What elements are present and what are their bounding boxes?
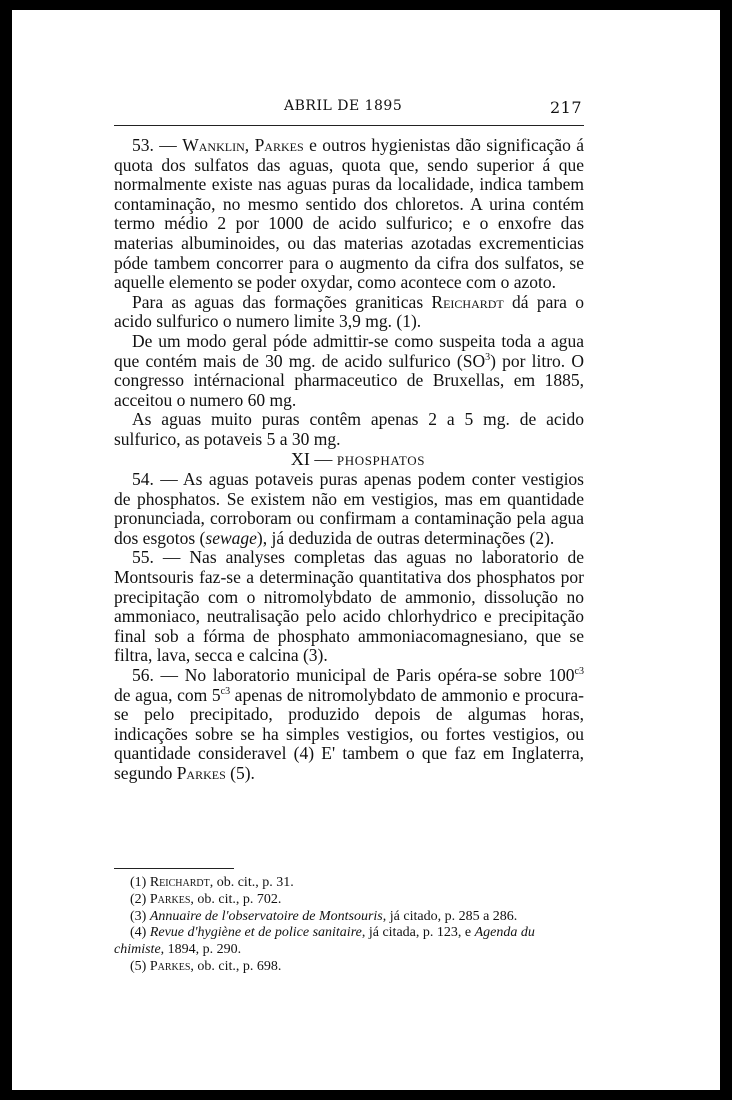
italic-title: Agenda du chimiste xyxy=(114,925,535,958)
footnote-3 xyxy=(114,909,584,926)
paragraph-text: apenas de nitromolybdato de ammonio e procura-se pelo precipitado, produzido depois de algumas horas, indicações sobre se ha simples vestigios, ou fortes vestigios, ou quantidade consideravel (4) E' tambem o que faz em Inglaterra, segundo xyxy=(114,684,584,783)
paragraph-number: 53. xyxy=(132,135,154,155)
footnote-2 xyxy=(114,892,584,909)
paragraph-reichardt xyxy=(114,293,584,332)
italic-term: sewage xyxy=(205,527,257,548)
superscript: 3 xyxy=(485,351,491,363)
author-name: Reichardt xyxy=(149,875,210,890)
footnote-rule xyxy=(114,868,234,869)
footnote-number: (3) xyxy=(130,908,150,924)
paragraph-text: (5). xyxy=(225,763,255,783)
author-name: Parkes xyxy=(176,763,226,783)
author-name: Parkes xyxy=(149,958,191,974)
author-name: Parkes xyxy=(254,135,304,155)
footnote-number: (5) xyxy=(130,958,150,974)
paragraph-text: dá para o acido sulfurico o numero limite 3,9 mg. (1). xyxy=(114,291,584,332)
footnotes xyxy=(114,868,584,976)
paragraph-text: De um modo geral póde admittir-se como suspeita toda a agua que contém mais de 30 mg. de acido sulfurico (SO xyxy=(114,330,584,371)
footnote-5 xyxy=(114,959,584,976)
paragraph-puras: As aguas muito puras contêm apenas 2 a 5 mg. de acido sulfurico, as potaveis 5 a 30 mg. xyxy=(114,409,584,449)
footnote-text: , já citada, p. 123, e xyxy=(361,925,475,941)
paragraph-text: 54. — As aguas potaveis puras apenas podem conter vestigios de phosphatos. Se existem não em vestigios, mas em quantidade pronunciada, corroboram ou confirmam a contaminação pela agua dos esgotos ( xyxy=(114,469,584,548)
footnote-number: (2) xyxy=(130,891,150,907)
footnote-text: , ob. cit., p. 698. xyxy=(190,958,282,974)
footnote-text: , ob. cit., p. 31. xyxy=(209,875,294,890)
author-name: Parkes xyxy=(149,891,191,907)
paragraph-text: e outros hygienistas dão significação á quota dos sulfatos das aguas, quota que, sendo superior á que normalmente existe nas aguas puras da localidade, indica tambem contaminação, no mesmo sentido dos chloretos. A urina contém termo médio 2 por 1000 de acido sulfurico; e o enxofre das materias albuminoides, ou das materias azotadas excrementicias póde tambem concorrer para o augmento da cifra dos sulfatos, se aquelle elemento se poder oxydar, como acontece com o azoto. xyxy=(114,135,585,293)
footnote-number: (4) xyxy=(130,925,150,941)
paragraph-text: ), já deduzida de outras determinações (2). xyxy=(256,527,555,548)
paragraph-54 xyxy=(114,470,584,548)
paragraph-53: 53. — Wanklin, Parkes e outros hygienistas dão significação á quota dos sulfatos das aguas, quota que, sendo superior á que normalmente existe nas aguas puras da localidade, indica tambem contaminação, no mesmo sentido dos chloretos. A urina contém termo médio 2 por 1000 de acido sulfurico; e o enxofre das materias albuminoides, ou das materias azotadas excrementicias póde tambem concorrer para o augmento da cifra dos sulfatos, se aquelle elemento se poder oxydar, como acontece com o azoto. xyxy=(114,135,585,293)
paragraph-text: de agua, com 5 xyxy=(114,684,221,705)
footnote-number: (1) xyxy=(130,875,150,890)
footnote-4 xyxy=(114,925,584,959)
paragraph-geral xyxy=(114,332,584,410)
superscript: c3 xyxy=(574,666,584,678)
paragraph-56 xyxy=(114,666,584,784)
footnote-text: , ob. cit., p. 702. xyxy=(190,891,282,907)
page-header xyxy=(114,94,584,118)
superscript: c3 xyxy=(220,685,231,697)
paragraph-text: Para as aguas das formações graniticas xyxy=(132,291,432,312)
italic-title: Annuaire de l'observatoire de Montsouris xyxy=(149,908,383,924)
footnote-text: , 1894, p. 290. xyxy=(160,942,242,958)
author-name: Wanklin xyxy=(182,135,245,155)
footnote-1 xyxy=(114,875,584,892)
running-title: ABRIL DE 1895 xyxy=(284,98,403,114)
paragraph-55: 55. — Nas analyses completas das aguas no laboratorio de Montsouris faz-se a determinação quantitativa dos phosphatos por precipitação com o nitromolybdato de ammonio, dissolução no ammoniaco, neutralisação pelo acido chlorhydrico e precipitação final sob a fórma de phosphato ammoniacomagnesiano, que se filtra, lava, secca e calcina (3). xyxy=(114,547,584,666)
paragraph-text: 56. — No laboratorio municipal de Paris opéra-se sobre 100 xyxy=(132,665,575,686)
section-title: PHOSPHATOS xyxy=(336,452,426,468)
header-rule xyxy=(114,125,584,126)
page xyxy=(12,10,720,1090)
page-number: 217 xyxy=(549,98,582,117)
author-name: Reichardt xyxy=(431,291,504,312)
body-text xyxy=(114,136,584,784)
section-number: XI — xyxy=(290,448,333,469)
footnote-text: , já citado, p. 285 a 286. xyxy=(382,908,518,924)
italic-title: Revue d'hygiène et de police sanitaire xyxy=(149,925,362,941)
section-heading xyxy=(114,450,584,471)
paragraph-text: ) por litro. O congresso intérnacional pharmaceutico de Bruxellas, em 1885, acceitou o numero 60 mg. xyxy=(114,350,584,410)
